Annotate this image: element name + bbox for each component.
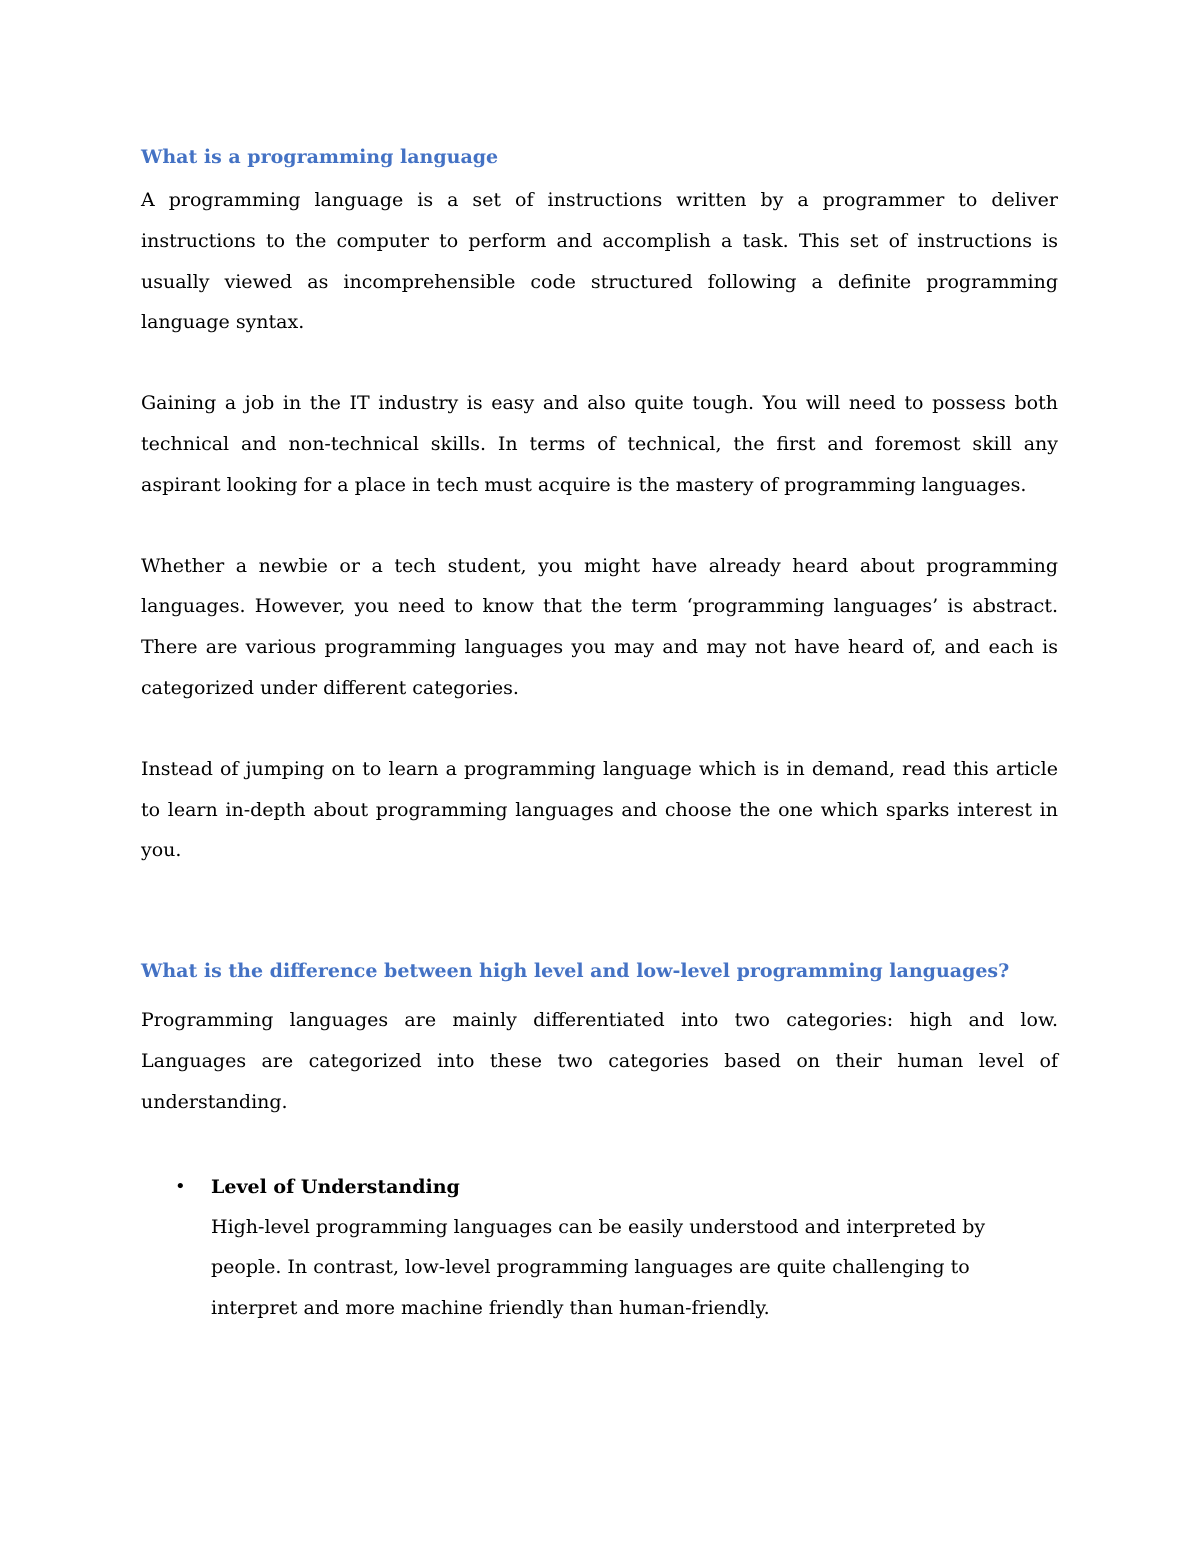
paragraph-spacer [141,343,1058,383]
list-item-title: Level of Understanding [211,1175,460,1198]
paragraph: Gaining a job in the IT industry is easy and also quite tough. You will need to possess both technical and non-technical skills. In terms of technical, the first and foremost skill any aspirant looking for a place in tech must acquire is the mastery of programming languages. [141,392,1058,496]
paragraph-spacer [141,709,1058,749]
list-item [141,1167,1058,1329]
section-spacer [141,871,1058,952]
paragraph: Programming languages are mainly differentiated into two categories: high and low. Languages are categorized into these two categories based on their human level of understanding. [141,1009,1058,1113]
bullet-icon: • [175,1175,186,1197]
list-item-body: High-level programming languages can be easily understood and interpreted by people. In contrast, low-level programming languages are quite challenging to interpret and more machine friendly than human-friendly. [211,1215,986,1320]
section-heading-programming-language: What is a programming language [141,146,499,168]
bullet-list [141,1167,1058,1329]
paragraph-spacer [141,506,1058,546]
section-heading-high-vs-low-level: What is the difference between high level and low-level programming languages? [141,960,1010,983]
document-page [141,138,1058,1329]
paragraph: Whether a newbie or a tech student, you might have already heard about programming languages. However, you need to know that the term ‘programming languages’ is abstract. There are various programming languages you may and may not have heard of, and each is categorized under different categories. [141,554,1058,699]
paragraph: Instead of jumping on to learn a programming language which is in demand, read this article to learn in-depth about programming languages and choose the one which sparks interest in you. [141,757,1058,862]
paragraph: A programming language is a set of instructions written by a programmer to deliver instructions to the computer to perform and accomplish a task. This set of instructions is usually viewed as incomprehensible code structured following a definite programming language syntax. [141,189,1058,334]
